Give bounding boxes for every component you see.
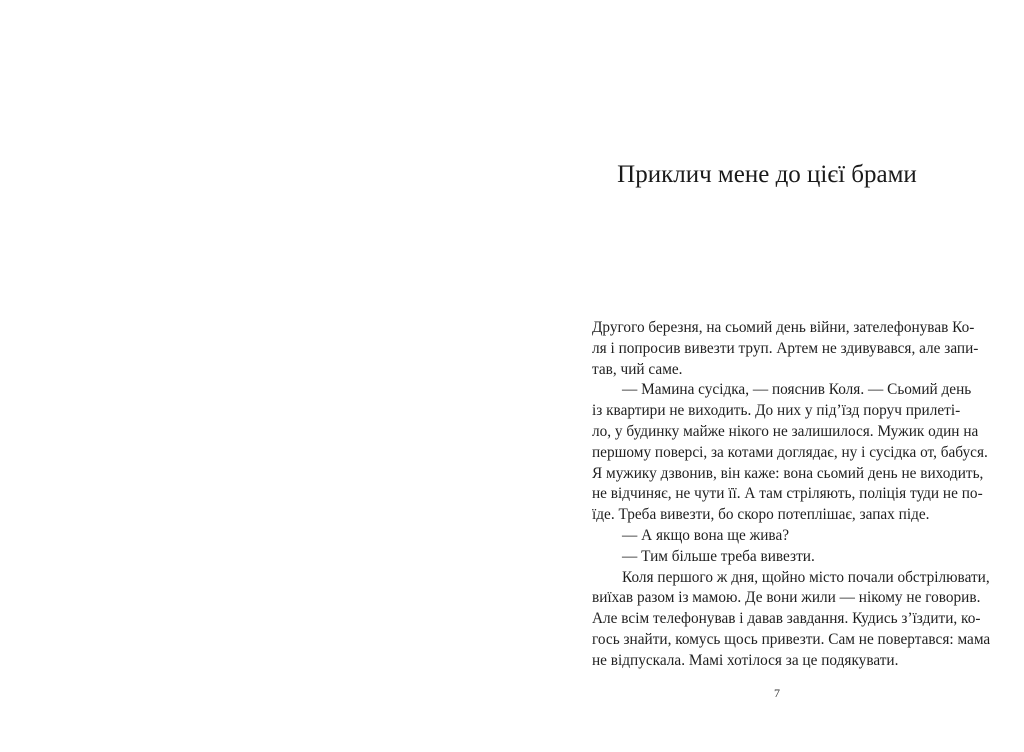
text-line: не відпускала. Мамі хотілося за це подякувати. [592,651,899,669]
text-line: їде. Треба вивезти, бо скоро потеплішає, запах піде. [592,506,930,524]
text-line: першому поверсі, за котами доглядає, ну і сусідка от, бабуся. [592,443,988,461]
text-line: Коля першого ж дня, щойно місто почали обстрілювати, [622,568,990,586]
text-line: — Мамина сусідка, — пояснив Коля. — Сьомий день [622,381,972,399]
text-line: гось знайти, комусь щось привезти. Сам не повертався: мама [592,630,991,648]
text-line: Другого березня, на сьомий день війни, зателефонував Ко- [592,319,975,336]
text-line: тав, чий саме. [592,360,683,378]
page-number: 7 [774,686,780,700]
text-line: із квартири не виходить. До них у під’їзд поруч прилеті- [592,402,961,420]
text-line: Але всім телефонував і давав завдання. Кудись з’їздити, ко- [592,610,981,628]
text-line: ло, у будинку майже нікого не залишилося. Мужик один на [592,422,979,440]
text-line: — Тим більше треба вивезти. [622,547,815,565]
text-line: не відчиняє, не чути її. А там стріляють, поліція туди не по- [592,485,983,503]
text-line: виїхав разом із мамою. Де вони жили — нікому не говорив. [592,589,981,607]
chapter-title: Приклич мене до цієї брами [617,161,917,188]
body-text [592,318,991,672]
text-line: Я мужику дзвонив, він каже: вона сьомий день не виходить, [592,464,984,482]
text-line: — А якщо вона ще жива? [622,526,790,544]
text-line: ля і попросив вивезти труп. Артем не здивувався, але запи- [592,339,979,357]
